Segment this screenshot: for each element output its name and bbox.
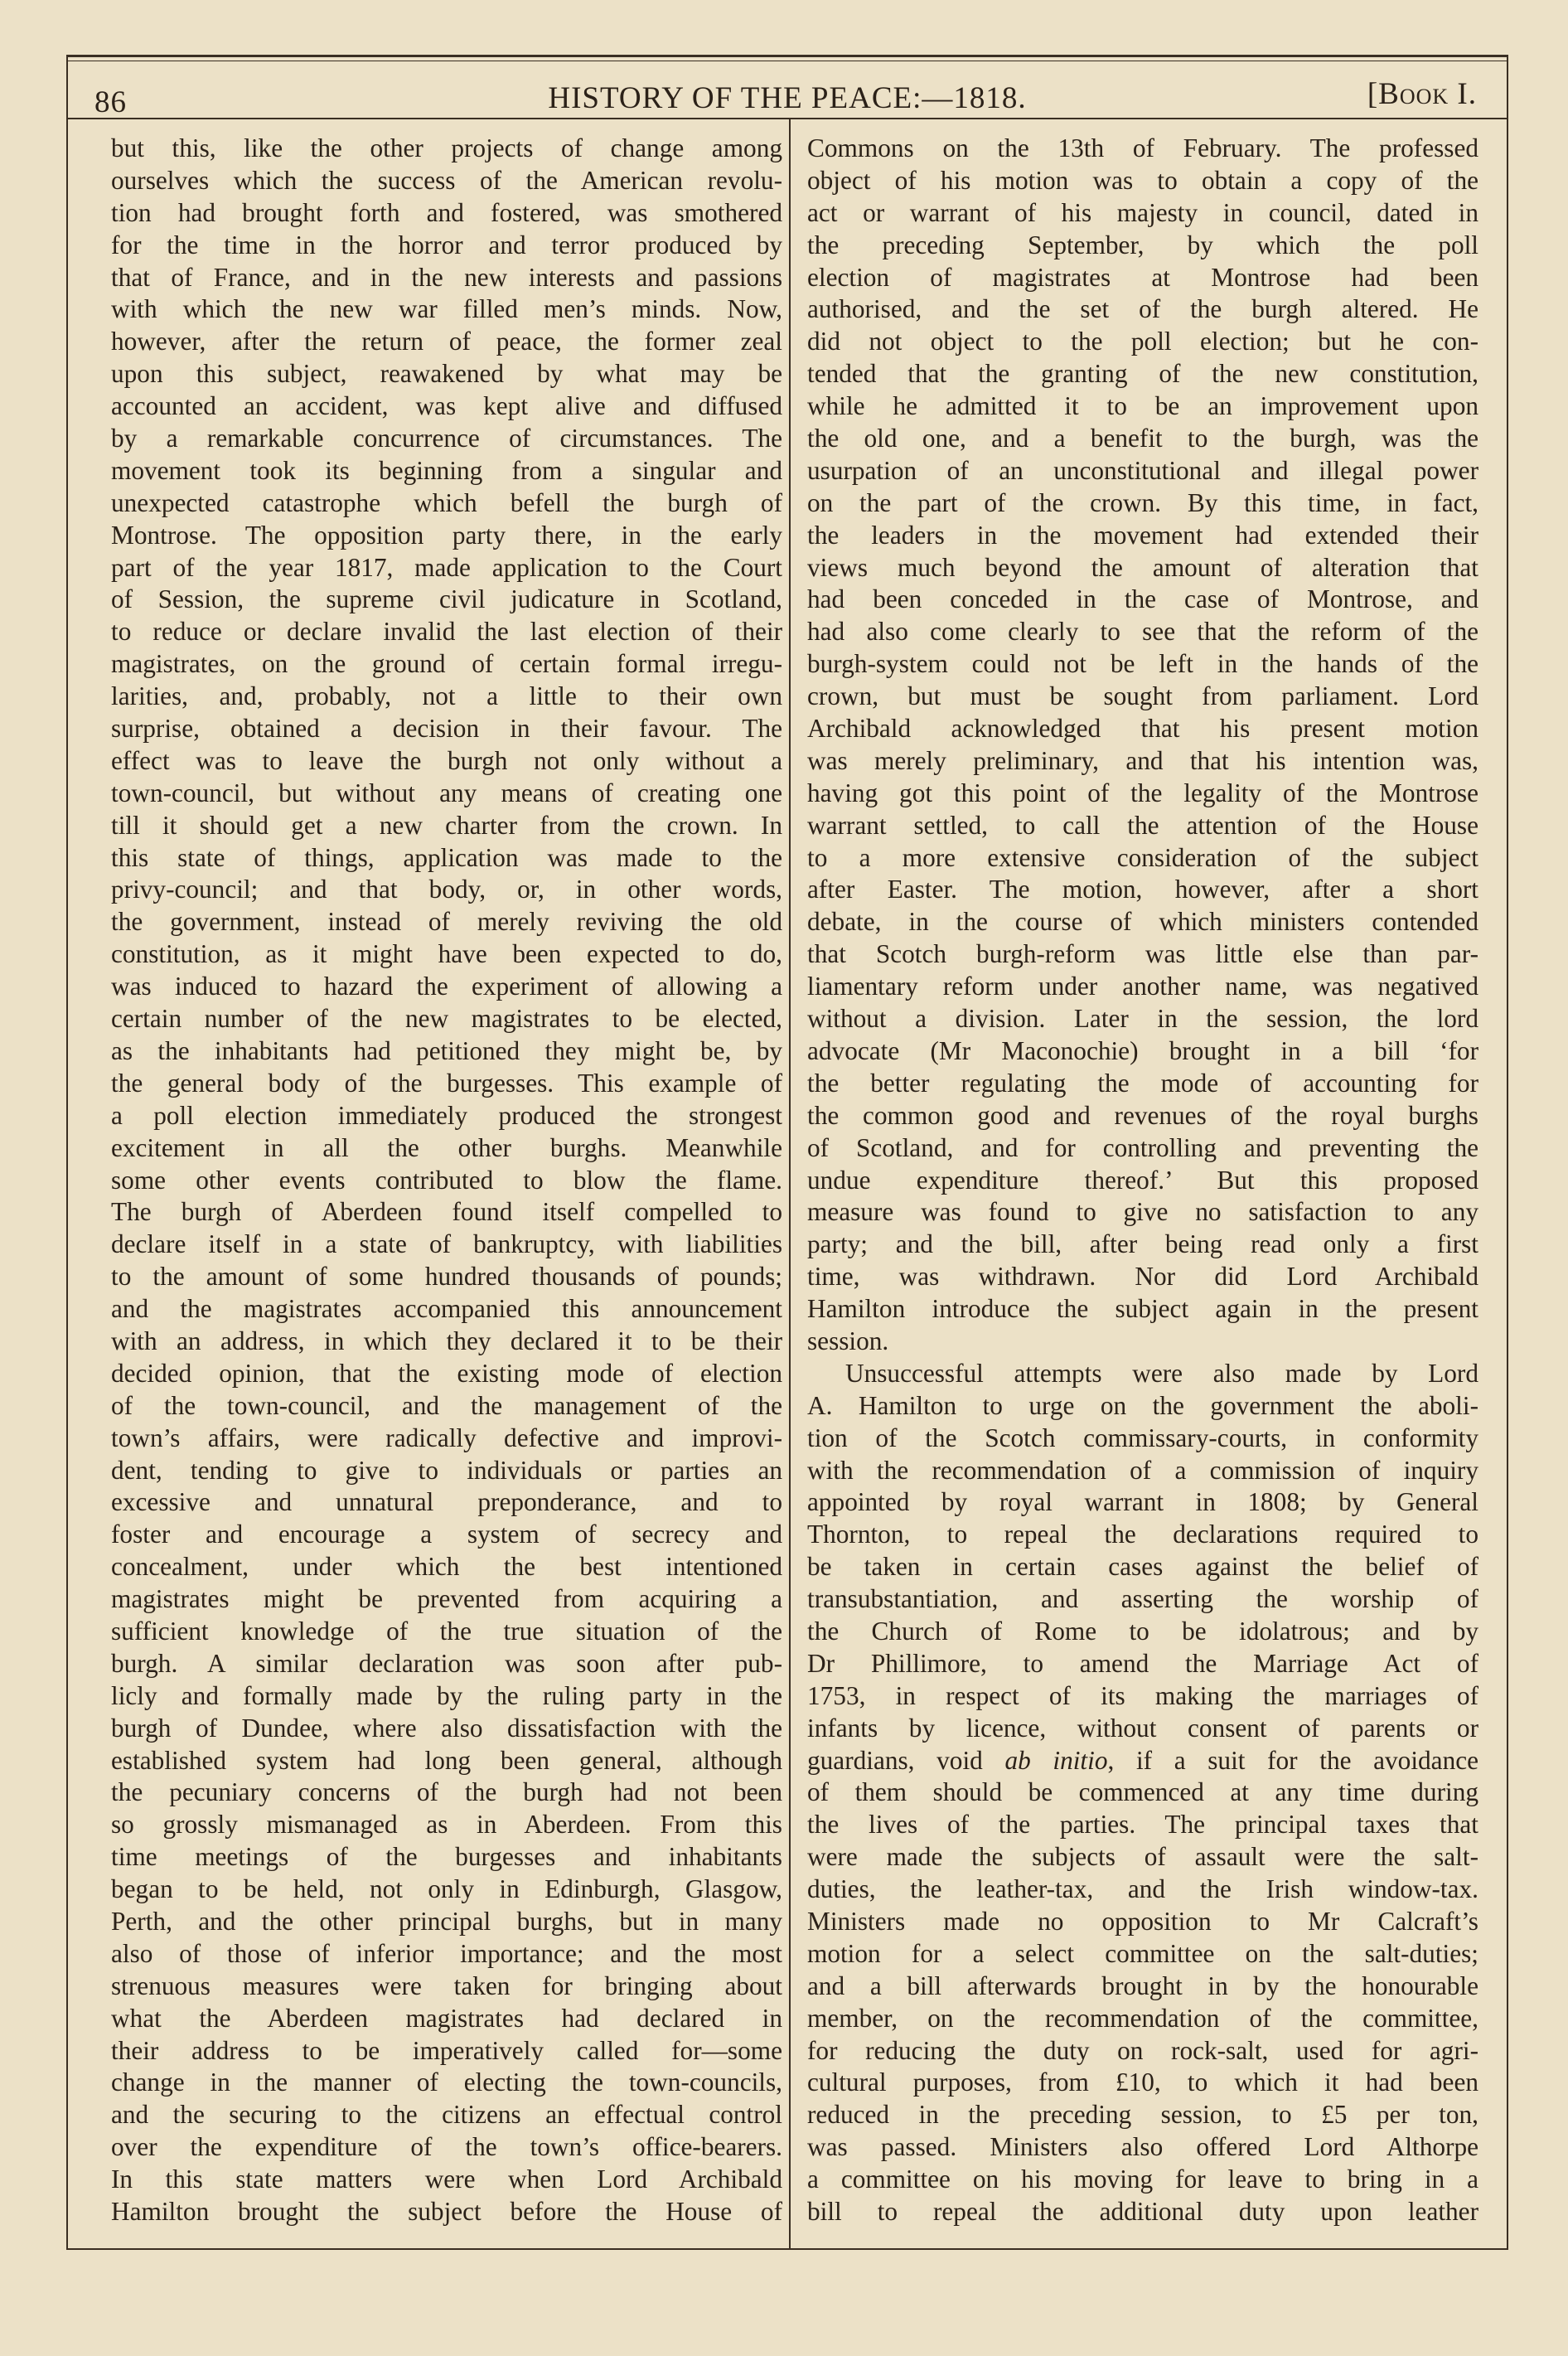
text-line: the leaders in the movement had extended their [807, 520, 1478, 550]
right-frame-rule [1507, 55, 1508, 2250]
text-line: excessive and unnatural preponderance, and to [111, 1487, 782, 1517]
text-line: did not object to the poll election; but he con- [807, 327, 1478, 356]
text-line: of the town-council, and the management of the [111, 1390, 782, 1420]
text-line: after Easter. The motion, however, after a short [807, 875, 1478, 904]
text-line: advocate (Mr Maconochie) brought in a bill ‘for [807, 1035, 1478, 1065]
text-line: Hamilton brought the subject before the House of [111, 2197, 782, 2226]
text-line: that Scotch burgh-reform was little else than par- [807, 939, 1478, 969]
text-line: with an address, in which they declared it to be their [111, 1326, 782, 1355]
text-line: decided opinion, that the existing mode of election [111, 1358, 782, 1388]
text-line: of Scotland, and for controlling and preventing the [807, 1132, 1478, 1162]
text-line: on the part of the crown. By this time, in fact, [807, 487, 1478, 517]
text-line: effect was to leave the burgh not only without a [111, 745, 782, 775]
text-line: to reduce or declare invalid the last election of their [111, 617, 782, 647]
text-line: burgh. A similar declaration was soon after pub- [111, 1648, 782, 1678]
book-label: [Book I. [1367, 77, 1477, 111]
text-line: Thornton, to repeal the declarations required to [807, 1520, 1478, 1549]
text-line: the old one, and a benefit to the burgh, was the [807, 424, 1478, 453]
text-line: warrant settled, to call the attention of the House [807, 810, 1478, 840]
text-line: 1753, in respect of its making the marriages of [807, 1680, 1478, 1710]
text-line: the common good and revenues of the royal burghs [807, 1100, 1478, 1130]
text-line: so grossly mismanaged as in Aberdeen. From this [111, 1810, 782, 1840]
text-line: some other events contributed to blow the flame. [111, 1165, 782, 1195]
text-line: a committee on his moving for leave to bring in a [807, 2165, 1478, 2194]
text-line: the preceding September, by which the poll [807, 230, 1478, 259]
text-line: time meetings of the burgesses and inhabitants [111, 1842, 782, 1872]
text-line: surprise, obtained a decision in their favour. The [111, 714, 782, 744]
text-line: object of his motion was to obtain a copy of the [807, 165, 1478, 195]
text-line: were made the subjects of assault were the salt- [807, 1842, 1478, 1872]
text-line: the Church of Rome to be idolatrous; and by [807, 1616, 1478, 1646]
text-line: cultural purposes, from £10, to which it had been [807, 2068, 1478, 2097]
text-line: accounted an accident, was kept alive and diffused [111, 391, 782, 421]
text-line: while he admitted it to be an improvement upon [807, 391, 1478, 421]
text-line: Archibald acknowledged that his present motion [807, 714, 1478, 744]
page-number: 86 [94, 85, 127, 119]
text-line: constitution, as it might have been expected to do, [111, 939, 782, 969]
text-line: the lives of the parties. The principal taxes that [807, 1810, 1478, 1840]
text-line: tended that the granting of the new constitution, [807, 359, 1478, 389]
text-line: tion had brought forth and fostered, was smothered [111, 197, 782, 227]
text-line: be taken in certain cases against the belief of [807, 1552, 1478, 1582]
text-line: burgh-system could not be left in the hands of the [807, 649, 1478, 679]
text-line: licly and formally made by the ruling party in the [111, 1680, 782, 1710]
text-line: of them should be commenced at any time during [807, 1777, 1478, 1807]
text-line: as the inhabitants had petitioned they might be, by [111, 1035, 782, 1065]
left-column [111, 133, 782, 2228]
text-line: bill to repeal the additional duty upon leather [807, 2197, 1478, 2226]
text-line: A. Hamilton to urge on the government the aboli- [807, 1390, 1478, 1420]
text-line: ourselves which the success of the American revolu- [111, 165, 782, 195]
text-line: transubstantiation, and asserting the worship of [807, 1584, 1478, 1614]
text-line: appointed by royal warrant in 1808; by General [807, 1487, 1478, 1517]
text-line: had also come clearly to see that the reform of the [807, 617, 1478, 647]
text-line: larities, and, probably, not a little to their own [111, 681, 782, 711]
text-line: privy-council; and that body, or, in other words, [111, 875, 782, 904]
text-line: their address to be imperatively called for—some [111, 2035, 782, 2065]
text-line: established system had long been general, although [111, 1745, 782, 1775]
running-head [66, 76, 1508, 118]
text-line: election of magistrates at Montrose had been [807, 262, 1478, 292]
text-line: was passed. Ministers also offered Lord Althorpe [807, 2132, 1478, 2162]
text-line: this state of things, application was made to the [111, 842, 782, 872]
text-line: that of France, and in the new interests and passions [111, 262, 782, 292]
text-line: also of those of inferior importance; and the most [111, 1938, 782, 1968]
text-line: session. [807, 1326, 889, 1355]
text-line: views much beyond the amount of alteration that [807, 552, 1478, 582]
text-line: Montrose. The opposition party there, in the early [111, 520, 782, 550]
text-line: declare itself in a state of bankruptcy, with liabilities [111, 1229, 782, 1259]
text-line: was merely preliminary, and that his intention was, [807, 745, 1478, 775]
text-line: was induced to hazard the experiment of allowing a [111, 972, 782, 1001]
text-line: over the expenditure of the town’s office-bearers. [111, 2132, 782, 2162]
column-divider [789, 119, 791, 2248]
text-line: burgh of Dundee, where also dissatisfaction with the [111, 1713, 782, 1743]
text-line: Ministers made no opposition to Mr Calcraft’s [807, 1906, 1478, 1936]
text-line: Dr Phillimore, to amend the Marriage Act of [807, 1648, 1478, 1678]
text-line: Perth, and the other principal burghs, but in many [111, 1906, 782, 1936]
text-line: motion for a select committee on the salt-duties; [807, 1938, 1478, 1968]
top-rule [66, 55, 1508, 57]
text-line: without a division. Later in the session, the lord [807, 1004, 1478, 1034]
text-line: time, was withdrawn. Nor did Lord Archibald [807, 1262, 1478, 1292]
text-line: magistrates might be prevented from acquiring a [111, 1584, 782, 1614]
text-line: but this, like the other projects of change among [111, 133, 782, 162]
text-line: upon this subject, reawakened by what may be [111, 359, 782, 389]
text-line: undue expenditure thereof.’ But this proposed [807, 1165, 1478, 1195]
text-line: what the Aberdeen magistrates had declared in [111, 2003, 782, 2033]
text-line: In this state matters were when Lord Archibald [111, 2165, 782, 2194]
text-line: crown, but must be sought from parliament. Lord [807, 681, 1478, 711]
text-line: act or warrant of his majesty in council, dated in [807, 197, 1478, 227]
text-line: unexpected catastrophe which befell the burgh of [111, 487, 782, 517]
text-line: debate, in the course of which ministers contended [807, 907, 1478, 937]
text-line: and the magistrates accompanied this announcement [111, 1294, 782, 1324]
right-column [807, 133, 1478, 2228]
text-line: member, on the recommendation of the committee, [807, 2003, 1478, 2033]
text-line: measure was found to give no satisfaction to any [807, 1197, 1478, 1227]
text-line: till it should get a new charter from the crown. In [111, 810, 782, 840]
text-line: The burgh of Aberdeen found itself compelled to [111, 1197, 782, 1227]
text-line: the better regulating the mode of accounting for [807, 1068, 1478, 1098]
text-line: having got this point of the legality of the Montrose [807, 778, 1478, 807]
text-line: to the amount of some hundred thousands of pounds; [111, 1262, 782, 1292]
text-line: with which the new war filled men’s minds. Now, [111, 294, 782, 324]
text-line: strenuous measures were taken for bringing about [111, 1971, 782, 2000]
text-line: by a remarkable concurrence of circumstances. The [111, 424, 782, 453]
text-line: movement took its beginning from a singular and [111, 455, 782, 485]
text-line: and the securing to the citizens an effectual control [111, 2100, 782, 2130]
header-rule [66, 118, 1508, 119]
text-line: tion of the Scotch commissary-courts, in conformity [807, 1423, 1478, 1452]
text-line: however, after the return of peace, the former zeal [111, 327, 782, 356]
text-line: the pecuniary concerns of the burgh had not been [111, 1777, 782, 1807]
text-line: concealment, under which the best intentioned [111, 1552, 782, 1582]
text-line: town-council, but without any means of creating one [111, 778, 782, 807]
text-line: for reducing the duty on rock-salt, used for agri- [807, 2035, 1478, 2065]
text-line: infants by licence, without consent of parents or [807, 1713, 1478, 1743]
text-line: duties, the leather-tax, and the Irish window-tax. [807, 1874, 1478, 1904]
text-line: the general body of the burgesses. This example of [111, 1068, 782, 1098]
text-line: usurpation of an unconstitutional and illegal power [807, 455, 1478, 485]
text-line: for the time in the horror and terror produced by [111, 230, 782, 259]
text-line: foster and encourage a system of secrecy and [111, 1520, 782, 1549]
text-line: a poll election immediately produced the strongest [111, 1100, 782, 1130]
text-line: to a more extensive consideration of the subject [807, 842, 1478, 872]
text-line: Unsuccessful attempts were also made by Lord [845, 1358, 1478, 1388]
page-title: HISTORY OF THE PEACE:—1818. [548, 81, 1027, 115]
text-line: reduced in the preceding session, to £5 per ton, [807, 2100, 1478, 2130]
text-line: certain number of the new magistrates to be elected, [111, 1004, 782, 1034]
left-frame-rule [66, 55, 68, 2250]
text-line: with the recommendation of a commission of inquiry [807, 1455, 1478, 1485]
text-line: party; and the bill, after being read only a first [807, 1229, 1478, 1259]
text-line: and a bill afterwards brought in by the honourable [807, 1971, 1478, 2000]
text-line: began to be held, not only in Edinburgh, Glasgow, [111, 1874, 782, 1904]
text-line: town’s affairs, were radically defective and improvi- [111, 1423, 782, 1452]
text-line: sufficient knowledge of the true situation of the [111, 1616, 782, 1646]
bottom-rule [66, 2248, 1508, 2250]
text-line: had been conceded in the case of Montrose, and [807, 584, 1478, 614]
text-line: dent, tending to give to individuals or parties an [111, 1455, 782, 1485]
text-line: guardians, void ab initio, if a suit for the avoidance [807, 1745, 1478, 1775]
italic-phrase: ab initio [1004, 1745, 1108, 1775]
text-line: of Session, the supreme civil judicature in Scotland, [111, 584, 782, 614]
text-line: excitement in all the other burghs. Meanwhile [111, 1132, 782, 1162]
text-line: Commons on the 13th of February. The professed [807, 133, 1478, 162]
text-line: liamentary reform under another name, was negatived [807, 972, 1478, 1001]
text-line: part of the year 1817, made application to the Court [111, 552, 782, 582]
text-line: change in the manner of electing the town-councils, [111, 2068, 782, 2097]
text-line: authorised, and the set of the burgh altered. He [807, 294, 1478, 324]
text-line: the government, instead of merely reviving the old [111, 907, 782, 937]
text-line: Hamilton introduce the subject again in the present [807, 1294, 1478, 1324]
text-line: magistrates, on the ground of certain formal irregu- [111, 649, 782, 679]
